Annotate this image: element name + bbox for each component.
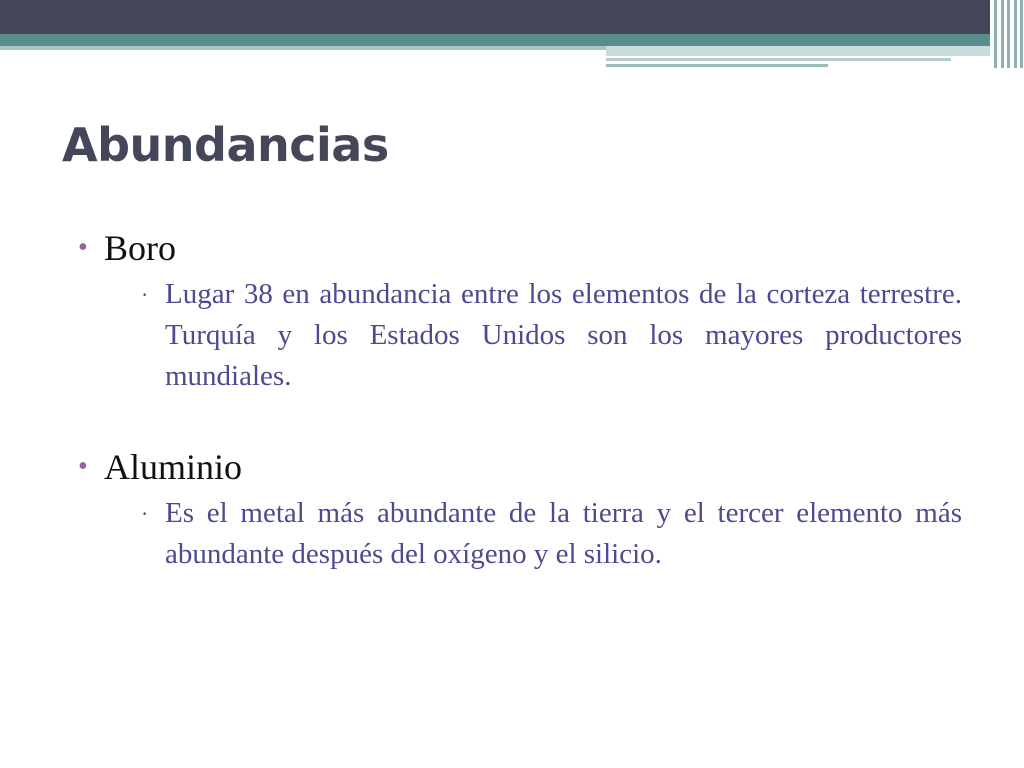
list-item-label: Aluminio: [104, 447, 243, 487]
header-band-teal: [0, 34, 1024, 46]
header-accent-line: [606, 64, 828, 67]
bullet-icon: •: [78, 451, 88, 482]
header-accent-line: [606, 58, 951, 61]
list-item-label: Boro: [104, 228, 176, 268]
list-item-aluminio: [72, 441, 962, 493]
list-subitem-text: Lugar 38 en abundancia entre los elementos de la corteza terrestre. Turquía y los Estados Unidos son los mayores productores mundiales.: [165, 278, 962, 392]
bullet-icon: •: [78, 232, 88, 263]
slide-content: [72, 222, 962, 575]
bullet-icon: ·: [141, 282, 149, 307]
list-subitem-boro: [141, 274, 962, 397]
bullet-icon: ·: [141, 501, 149, 526]
header-band-dark: [0, 0, 1024, 34]
slide-title: Abundancias: [62, 118, 389, 172]
list-subitem-aluminio: [141, 493, 962, 575]
header-band-thin: [0, 46, 606, 50]
list-item-boro: [72, 222, 962, 274]
header-stripes: [990, 0, 1024, 68]
list-subitem-text: Es el metal más abundante de la tierra y el tercer elemento más abundante después del oxígeno y el silicio.: [165, 497, 962, 570]
header-band-right: [606, 46, 1024, 56]
